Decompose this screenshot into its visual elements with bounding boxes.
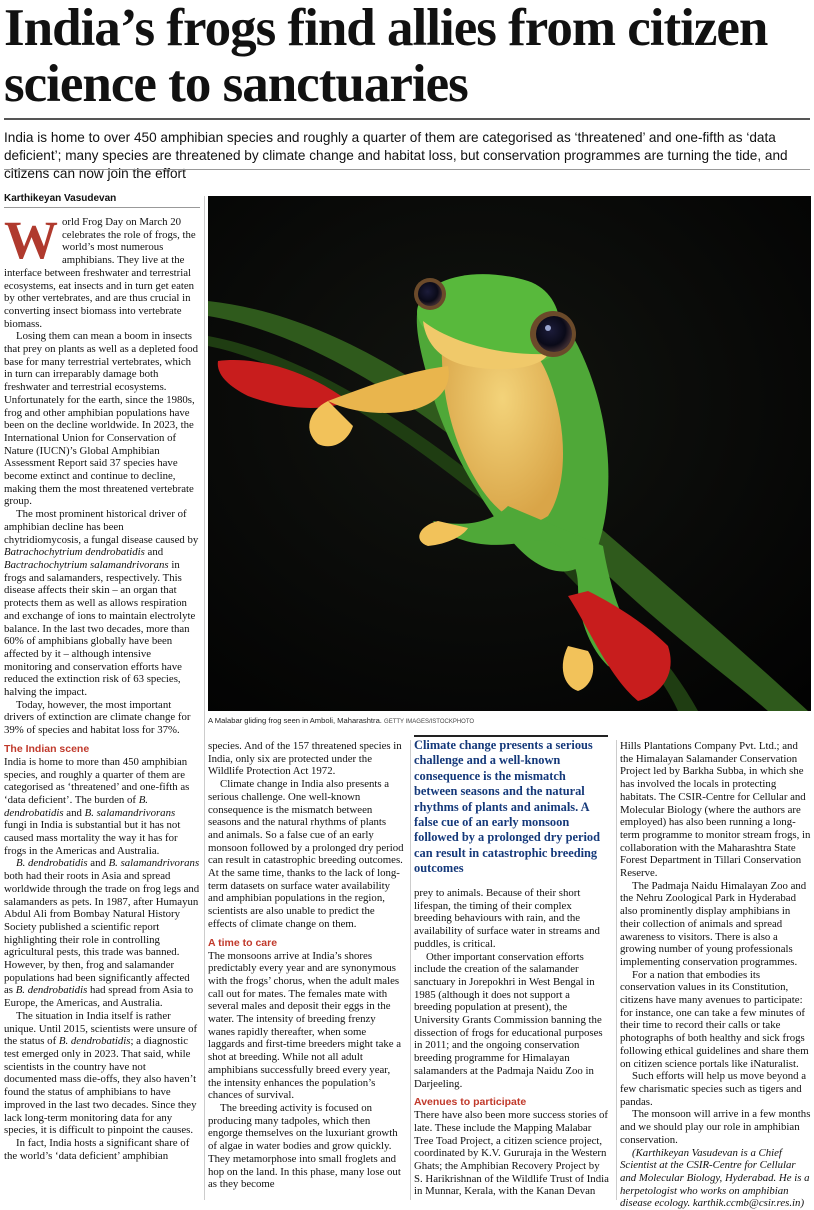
article-paragraph: Hills Plantations Company Pvt. Ltd.; and the Himalayan Salamander Conservation Project led by Barkha Subba, in which she has involved the locals in protecting habitats. The CSIR-Centre for Cellular and Molecular Biology (where the authors are employed) has also been running a long-term programme to monitor stream frogs, in collaboration with the Maharashtra State Forest Department in Tillari Conservation Reserve. bbox=[620, 740, 812, 880]
section-heading: The Indian scene bbox=[4, 743, 200, 756]
article-paragraph: species. And of the 157 threatened species in India, only six are protected under the Wildlife Protection Act 1972. bbox=[208, 740, 404, 778]
article-paragraph: The monsoon will arrive in a few months and we should play our role in amphibian conservation. bbox=[620, 1108, 812, 1146]
byline-rule bbox=[4, 207, 200, 208]
headline-rule bbox=[4, 118, 810, 120]
article-paragraph: The situation in India itself is rather unique. Until 2015, scientists were unsure of the status of B. dendrobatidis; a diagnostic test emerged only in 2023. That said, while scientists in the country have not documented mass die-offs, they also haven’t found the status of amphibians to have improved in the last two decades. Since they lack long-term monitoring data for any species, it is difficult to pinpoint the causes. bbox=[4, 1010, 200, 1137]
article-column-4 bbox=[620, 740, 812, 1200]
article-paragraph: There have also been more success stories of late. These include the Mapping Malabar Tree Toad Project, a citizen science project, coordinated by K.V. Gururaja in the Western Ghats; the Amphibian Recovery Project by S. Harikrishnan of the Wildlife Trust of India in Munnar, Kerala, with the Kanan Devan bbox=[414, 1109, 610, 1198]
article-paragraph: B. dendrobatidis and B. salamandrivorans both had their roots in Asia and spread worldwide through the trade on frog legs and salamanders as pets. In 1987, after Humayun Abdul Ali from Bombay Natural History Society published a scientific report highlighting their role in controlling agricultural pests, this trade was banned. However, by then, frog and salamander populations had been significantly affected as B. dendrobatidis had spread from Asia to Europe, the Americas, and Australia. bbox=[4, 857, 200, 1009]
author-bio: (Karthikeyan Vasudevan is a Chief Scientist at the CSIR-Centre for Cellular and Molecular Biology, Hyderabad. He is a herpetologist who works on amphibian disease ecology. karthik.ccmb@csir.res.in) bbox=[620, 1147, 812, 1210]
article-paragraph: For a nation that embodies its conservation values in its Constitution, citizens have many avenues to participate: for instance, one can take a few minutes of their time to record their calls or take photographs of both healthy and sick frogs following ethical guidelines and share them on citizen science portals like iNaturalist. bbox=[620, 969, 812, 1071]
article-paragraph: prey to animals. Because of their short lifespan, the timing of their complex breeding behaviours with rain, and the availability of surface water in streams and puddles, is critical. bbox=[414, 887, 610, 951]
article-paragraph: The breeding activity is focused on producing many tadpoles, which then engorge themselves on the luxuriant growth of algae in water bodies and grow quickly. They metamorphose into small froglets and hop on the land. In this phase, many lose out as they become bbox=[208, 1102, 404, 1191]
frog-illustration bbox=[208, 196, 811, 711]
article-paragraph: Such efforts will help us move beyond a few charismatic species such as tigers and pandas. bbox=[620, 1070, 812, 1108]
article-paragraph: Other important conservation efforts include the creation of the salamander sanctuary in Jorepokhri in West Bengal in 1985 (although it does not support a breeding population at present), the University Grants Commission banning the dissection of frogs for educational purposes in 2011; and the ongoing conservation breeding programme for Himalayan salamanders at the Padmaja Naidu Zoo in Darjeeling. bbox=[414, 951, 610, 1091]
article-paragraph: India is home to more than 450 amphibian species, and roughly a quarter of them are categorised as ‘threatened’ and one-fifth as ‘data deficient’. The burden of B. dendrobatidis and B. salamandrivorans fungi in India is substantial but it has not caused mass mortality the way it has for frogs in the Americas and Australia. bbox=[4, 756, 200, 858]
article-paragraph: Today, however, the most important drivers of extinction are climate change for 39% of species and habitat loss for 37%. bbox=[4, 699, 200, 737]
drop-cap: W bbox=[4, 219, 58, 261]
article-paragraph: In fact, India hosts a significant share of the world’s ‘data deficient’ amphibian bbox=[4, 1137, 200, 1162]
article-paragraph: The monsoons arrive at India’s shores predictably every year and are synonymous with the frogs’ chorus, when the adult males call out for mates. The females mate with several males and deposit their eggs in the water. The intensity of breeding frenzy wanes rapidly thereafter, when some laggards and first-time breeders might take a shot at breeding. While not all adult amphibians successfully breed every year, the intensity enhances the population’s chances of survival. bbox=[208, 950, 404, 1102]
pull-quote-rule bbox=[414, 735, 608, 737]
column-divider bbox=[616, 740, 617, 1200]
headline: India’s frogs find allies from citizen science to sanctuaries bbox=[4, 0, 810, 112]
subhead-rule bbox=[4, 169, 810, 170]
photo-credit: GETTY IMAGES/ISTOCKPHOTO bbox=[384, 719, 474, 725]
article-column-2 bbox=[208, 740, 404, 1200]
byline: Karthikeyan Vasudevan bbox=[4, 193, 116, 204]
photo-caption: A Malabar gliding frog seen in Amboli, Maharashtra. GETTY IMAGES/ISTOCKPHOTO bbox=[208, 716, 811, 727]
column-divider bbox=[204, 196, 205, 1200]
article-column-1 bbox=[4, 216, 200, 1200]
column-divider bbox=[410, 740, 411, 1200]
article-paragraph: The Padmaja Naidu Himalayan Zoo and the Nehru Zoological Park in Hyderabad also prominently display amphibians in their collection of animals and spread awareness to visitors. There is also a growing number of young professionals implementing conservation programmes. bbox=[620, 880, 812, 969]
frog-photo bbox=[208, 196, 811, 711]
article-paragraph: The most prominent historical driver of amphibian decline has been chytridiomycosis, a fungal disease caused by Batrachochytrium dendrobatidis and Bactrachochytrium salamandrivorans in frogs and salamanders, respectively. This disease affects their skin – an organ that protects them as well as allows respiration and exchange of ions to maintain electrolyte balance. In the last two decades, more than 60% of amphibians globally have been affected by it – although intensive monitoring and conservation efforts have reduced the extinction risk of 63 species, halving the impact. bbox=[4, 508, 200, 699]
pull-quote: Climate change presents a serious challenge and a well-known consequence is the mismatch between seasons and the natural rhythms of plants and animals. A false cue of an early monsoon followed by a prolonged dry period can result in catastrophic breeding outcomes bbox=[414, 738, 608, 877]
article-paragraph: Losing them can mean a boom in insects that prey on plants as well as a depleted food base for many terrestrial vertebrates, which in turn can irreparably damage both freshwater and terrestrial ecosystems. Unfortunately for the earth, since the 1980s, frog and other amphibian populations have been on the decline worldwide. In 2023, the International Union for Conservation of Nature (IUCN)’s Global Amphibian Assessment Report said 37 species have become extinct and continue to decline, making them the most threatened vertebrate group. bbox=[4, 330, 200, 508]
article-intro-paragraph: World Frog Day on March 20 celebrates the role of frogs, the world’s most numerous amphibians. They live at the interface between freshwater and terrestrial ecosystems, eat insects and in turn get eaten by other vertebrates, and are thus crucial in converting insect biomass into vertebrate biomass. bbox=[4, 216, 200, 330]
subheadline: India is home to over 450 amphibian species and roughly a quarter of them are categorised as ‘threatened’ and one-fifth as ‘data deficient’; many species are threatened by climate change and habitat loss, but conservation programmes are turning the tide, and citizens can now join the effort bbox=[4, 129, 810, 183]
article-column-3 bbox=[414, 887, 610, 1200]
section-heading: A time to care bbox=[208, 937, 404, 950]
section-heading: Avenues to participate bbox=[414, 1096, 610, 1109]
article-paragraph: Climate change in India also presents a serious challenge. One well-known consequence is the mismatch between seasons and the natural rhythms of plants and animals. So a false cue of an early monsoon followed by a prolonged dry period can result in catastrophic breeding outcomes. At the same time, thanks to the lack of long-term datasets on surface water availability and amphibian populations in the region, scientists are also unable to predict the effects of climate change on them. bbox=[208, 778, 404, 930]
